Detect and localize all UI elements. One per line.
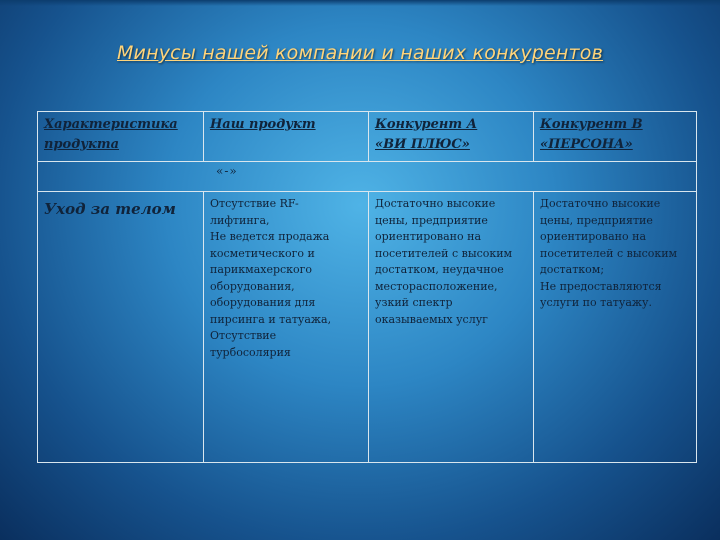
cell-line: Отсутствие	[210, 329, 277, 342]
cell-line: Достаточно высокие	[375, 197, 496, 210]
cell-our-product	[204, 192, 369, 463]
cell-line: оказываемых услуг	[375, 312, 488, 326]
header-line: Конкурент А	[375, 117, 478, 132]
header-row	[38, 112, 697, 162]
cell-line: Не предоставляются	[540, 279, 662, 293]
minus-subheader: «-»	[38, 162, 697, 192]
header-competitor-b	[534, 112, 697, 162]
cell-line: ориентировано на	[375, 230, 482, 243]
cell-line: Не ведется продажа	[210, 230, 330, 243]
header-line: «ВИ ПЛЮС»	[375, 137, 470, 152]
row-label-body-care: Уход за телом	[38, 192, 204, 463]
header-competitor-a	[369, 112, 534, 162]
cell-competitor-b	[534, 192, 697, 463]
cell-line: Достаточно высокие	[540, 197, 661, 210]
cell-line: оборудования для	[210, 296, 316, 309]
header-line: Характеристика	[44, 117, 178, 132]
minus-subheader-row	[38, 162, 697, 192]
slide-title: Минусы нашей компании и наших конкурентов	[116, 42, 604, 64]
header-line: продукта	[44, 137, 120, 152]
cell-line: достатком;	[540, 263, 605, 276]
cell-line: турбосолярия	[210, 345, 291, 359]
cell-line: Отсутствие RF-	[210, 197, 299, 210]
cell-line: лифтинга,	[210, 213, 270, 227]
cell-line: посетителей с высоким	[540, 246, 678, 260]
cell-line: цены, предприятие	[375, 213, 488, 227]
cell-line: месторасположение,	[375, 279, 498, 293]
cell-line: косметического и	[210, 246, 315, 260]
cell-line: цены, предприятие	[540, 213, 653, 227]
cell-line: ориентировано на	[540, 230, 647, 243]
cell-line: оборудования,	[210, 279, 295, 293]
header-our-product	[204, 112, 369, 162]
header-characteristic	[38, 112, 204, 162]
header-line: Наш продукт	[210, 117, 316, 132]
cell-competitor-a	[369, 192, 534, 463]
table-row	[38, 192, 697, 463]
cell-line: посетителей с высоким	[375, 246, 513, 260]
comparison-table	[37, 111, 697, 463]
cell-line: услуги по татуажу.	[540, 296, 652, 309]
cell-line: парикмахерского	[210, 263, 313, 276]
header-line: Конкурент В	[540, 117, 643, 132]
cell-line: узкий спектр	[375, 296, 453, 309]
slide-top-edge	[0, 0, 720, 6]
cell-line: пирсинга и татуажа,	[210, 312, 332, 326]
header-line: «ПЕРСОНА»	[540, 137, 633, 152]
cell-line: достатком, неудачное	[375, 263, 504, 276]
